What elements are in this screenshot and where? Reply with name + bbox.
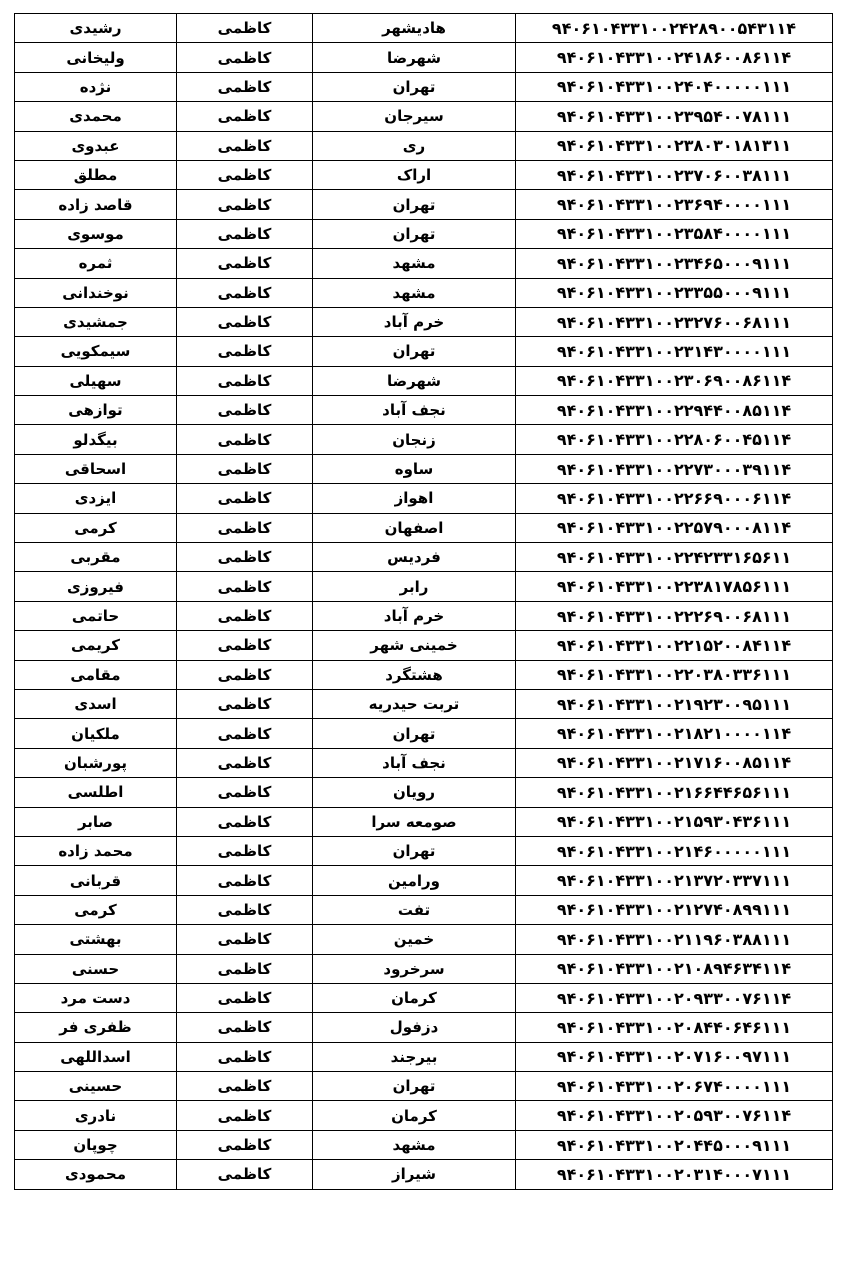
city-cell: تهران [313, 836, 516, 865]
last-name-cell: صابر [15, 807, 177, 836]
account-code-cell: ۹۴۰۶۱۰۴۳۳۱۰۰۲۰۷۱۶۰۰۹۷۱۱۱ [516, 1042, 833, 1071]
first-name-cell: کاظمی [177, 102, 313, 131]
last-name-cell: محمدی [15, 102, 177, 131]
table-row [15, 1160, 833, 1189]
table-row [15, 719, 833, 748]
account-code-cell: ۹۴۰۶۱۰۴۳۳۱۰۰۲۲۷۳۰۰۰۳۹۱۱۴ [516, 454, 833, 483]
city-cell: مشهد [313, 278, 516, 307]
first-name-cell: کاظمی [177, 278, 313, 307]
last-name-cell: نژده [15, 72, 177, 101]
first-name-cell: کاظمی [177, 866, 313, 895]
table-row [15, 572, 833, 601]
last-name-cell: توازهی [15, 396, 177, 425]
first-name-cell: کاظمی [177, 631, 313, 660]
table-row [15, 131, 833, 160]
first-name-cell: کاظمی [177, 1042, 313, 1071]
account-code-cell: ۹۴۰۶۱۰۴۳۳۱۰۰۲۱۲۷۴۰۸۹۹۱۱۱ [516, 895, 833, 924]
last-name-cell: مقربی [15, 543, 177, 572]
account-code-cell: ۹۴۰۶۱۰۴۳۳۱۰۰۲۴۲۸۹۰۰۵۴۳۱۱۴ [516, 14, 833, 43]
city-cell: کرمان [313, 983, 516, 1012]
first-name-cell: کاظمی [177, 748, 313, 777]
account-code-cell: ۹۴۰۶۱۰۴۳۳۱۰۰۲۳۶۹۴۰۰۰۰۱۱۱ [516, 190, 833, 219]
table-row [15, 631, 833, 660]
city-cell: تربت حیدریه [313, 689, 516, 718]
city-cell: سیرجان [313, 102, 516, 131]
city-cell: تهران [313, 72, 516, 101]
account-code-cell: ۹۴۰۶۱۰۴۳۳۱۰۰۲۱۱۹۶۰۳۸۸۱۱۱ [516, 925, 833, 954]
account-code-cell: ۹۴۰۶۱۰۴۳۳۱۰۰۲۳۸۰۳۰۱۸۱۳۱۱ [516, 131, 833, 160]
first-name-cell: کاظمی [177, 366, 313, 395]
table-row [15, 366, 833, 395]
city-cell: کرمان [313, 1101, 516, 1130]
first-name-cell: کاظمی [177, 572, 313, 601]
last-name-cell: پورشبان [15, 748, 177, 777]
table-row [15, 983, 833, 1012]
table-row [15, 14, 833, 43]
last-name-cell: فیروزی [15, 572, 177, 601]
first-name-cell: کاظمی [177, 14, 313, 43]
last-name-cell: مقامی [15, 660, 177, 689]
account-code-cell: ۹۴۰۶۱۰۴۳۳۱۰۰۲۰۹۳۳۰۰۷۶۱۱۴ [516, 983, 833, 1012]
first-name-cell: کاظمی [177, 72, 313, 101]
first-name-cell: کاظمی [177, 807, 313, 836]
city-cell: ساوه [313, 454, 516, 483]
table-row [15, 954, 833, 983]
first-name-cell: کاظمی [177, 337, 313, 366]
table-row [15, 807, 833, 836]
city-cell: رابر [313, 572, 516, 601]
last-name-cell: سیمکویی [15, 337, 177, 366]
first-name-cell: کاظمی [177, 513, 313, 542]
city-cell: شهرضا [313, 43, 516, 72]
first-name-cell: کاظمی [177, 1130, 313, 1159]
account-code-cell: ۹۴۰۶۱۰۴۳۳۱۰۰۲۱۶۶۴۴۶۵۶۱۱۱ [516, 778, 833, 807]
account-code-cell: ۹۴۰۶۱۰۴۳۳۱۰۰۲۳۵۸۴۰۰۰۰۱۱۱ [516, 219, 833, 248]
table-row [15, 1101, 833, 1130]
table-row [15, 1042, 833, 1071]
city-cell: زنجان [313, 425, 516, 454]
last-name-cell: محمودی [15, 1160, 177, 1189]
account-code-cell: ۹۴۰۶۱۰۴۳۳۱۰۰۲۲۳۸۱۷۸۵۶۱۱۱ [516, 572, 833, 601]
records-sheet [14, 13, 833, 1190]
last-name-cell: ملکیان [15, 719, 177, 748]
account-code-cell: ۹۴۰۶۱۰۴۳۳۱۰۰۲۲۲۶۹۰۰۶۸۱۱۱ [516, 601, 833, 630]
table-row [15, 866, 833, 895]
table-row [15, 513, 833, 542]
last-name-cell: موسوی [15, 219, 177, 248]
table-row [15, 219, 833, 248]
first-name-cell: کاظمی [177, 983, 313, 1012]
table-row [15, 748, 833, 777]
account-code-cell: ۹۴۰۶۱۰۴۳۳۱۰۰۲۳۷۰۶۰۰۳۸۱۱۱ [516, 160, 833, 189]
table-row [15, 1072, 833, 1101]
city-cell: سرخرود [313, 954, 516, 983]
table-row [15, 836, 833, 865]
city-cell: رویان [313, 778, 516, 807]
city-cell: تهران [313, 337, 516, 366]
table-row [15, 601, 833, 630]
first-name-cell: کاظمی [177, 425, 313, 454]
account-code-cell: ۹۴۰۶۱۰۴۳۳۱۰۰۲۱۸۲۱۰۰۰۰۱۱۴ [516, 719, 833, 748]
table-row [15, 925, 833, 954]
account-code-cell: ۹۴۰۶۱۰۴۳۳۱۰۰۲۱۹۲۳۰۰۹۵۱۱۱ [516, 689, 833, 718]
table-row [15, 307, 833, 336]
city-cell: خمین [313, 925, 516, 954]
last-name-cell: نادری [15, 1101, 177, 1130]
table-row [15, 1013, 833, 1042]
last-name-cell: حاتمی [15, 601, 177, 630]
account-code-cell: ۹۴۰۶۱۰۴۳۳۱۰۰۲۱۰۸۹۴۶۳۴۱۱۴ [516, 954, 833, 983]
table-row [15, 1130, 833, 1159]
first-name-cell: کاظمی [177, 836, 313, 865]
last-name-cell: سهیلی [15, 366, 177, 395]
city-cell: بیرجند [313, 1042, 516, 1071]
account-code-cell: ۹۴۰۶۱۰۴۳۳۱۰۰۲۳۰۶۹۰۰۸۶۱۱۴ [516, 366, 833, 395]
last-name-cell: اطلسی [15, 778, 177, 807]
city-cell: خرم آباد [313, 601, 516, 630]
table-row [15, 778, 833, 807]
account-code-cell: ۹۴۰۶۱۰۴۳۳۱۰۰۲۲۶۶۹۰۰۰۶۱۱۴ [516, 484, 833, 513]
account-code-cell: ۹۴۰۶۱۰۴۳۳۱۰۰۲۴۰۴۰۰۰۰۰۱۱۱ [516, 72, 833, 101]
city-cell: اراک [313, 160, 516, 189]
city-cell: صومعه سرا [313, 807, 516, 836]
last-name-cell: کریمی [15, 631, 177, 660]
city-cell: تهران [313, 190, 516, 219]
first-name-cell: کاظمی [177, 484, 313, 513]
account-code-cell: ۹۴۰۶۱۰۴۳۳۱۰۰۲۳۱۴۳۰۰۰۰۱۱۱ [516, 337, 833, 366]
city-cell: مشهد [313, 249, 516, 278]
last-name-cell: نوخندانی [15, 278, 177, 307]
table-row [15, 484, 833, 513]
table-row [15, 278, 833, 307]
table-row [15, 543, 833, 572]
records-table [14, 13, 833, 1190]
city-cell: شهرضا [313, 366, 516, 395]
first-name-cell: کاظمی [177, 1160, 313, 1189]
last-name-cell: عبدوی [15, 131, 177, 160]
city-cell: هادیشهر [313, 14, 516, 43]
table-row [15, 160, 833, 189]
account-code-cell: ۹۴۰۶۱۰۴۳۳۱۰۰۲۲۴۲۳۳۱۶۵۶۱۱ [516, 543, 833, 572]
last-name-cell: بهشتی [15, 925, 177, 954]
city-cell: تهران [313, 1072, 516, 1101]
city-cell: خمینی شهر [313, 631, 516, 660]
last-name-cell: ظفری فر [15, 1013, 177, 1042]
last-name-cell: ایزدی [15, 484, 177, 513]
first-name-cell: کاظمی [177, 219, 313, 248]
last-name-cell: ولیخانی [15, 43, 177, 72]
last-name-cell: رشیدی [15, 14, 177, 43]
table-row [15, 425, 833, 454]
account-code-cell: ۹۴۰۶۱۰۴۳۳۱۰۰۲۲۰۳۸۰۳۳۶۱۱۱ [516, 660, 833, 689]
last-name-cell: مطلق [15, 160, 177, 189]
table-row [15, 660, 833, 689]
last-name-cell: حسینی [15, 1072, 177, 1101]
first-name-cell: کاظمی [177, 601, 313, 630]
first-name-cell: کاظمی [177, 43, 313, 72]
account-code-cell: ۹۴۰۶۱۰۴۳۳۱۰۰۲۳۲۷۶۰۰۶۸۱۱۱ [516, 307, 833, 336]
account-code-cell: ۹۴۰۶۱۰۴۳۳۱۰۰۲۰۴۴۵۰۰۰۹۱۱۱ [516, 1130, 833, 1159]
account-code-cell: ۹۴۰۶۱۰۴۳۳۱۰۰۲۳۴۶۵۰۰۰۹۱۱۱ [516, 249, 833, 278]
account-code-cell: ۹۴۰۶۱۰۴۳۳۱۰۰۲۲۵۷۹۰۰۰۸۱۱۴ [516, 513, 833, 542]
records-table-body [15, 14, 833, 1190]
table-row [15, 249, 833, 278]
city-cell: نجف آباد [313, 396, 516, 425]
last-name-cell: دست مرد [15, 983, 177, 1012]
first-name-cell: کاظمی [177, 160, 313, 189]
table-row [15, 895, 833, 924]
account-code-cell: ۹۴۰۶۱۰۴۳۳۱۰۰۲۱۴۶۰۰۰۰۰۱۱۱ [516, 836, 833, 865]
table-row [15, 689, 833, 718]
table-row [15, 190, 833, 219]
first-name-cell: کاظمی [177, 689, 313, 718]
city-cell: اصفهان [313, 513, 516, 542]
first-name-cell: کاظمی [177, 307, 313, 336]
last-name-cell: بیگدلو [15, 425, 177, 454]
first-name-cell: کاظمی [177, 396, 313, 425]
city-cell: مشهد [313, 1130, 516, 1159]
table-row [15, 102, 833, 131]
last-name-cell: اسحاقی [15, 454, 177, 483]
last-name-cell: ثمره [15, 249, 177, 278]
last-name-cell: جمشیدی [15, 307, 177, 336]
account-code-cell: ۹۴۰۶۱۰۴۳۳۱۰۰۲۱۷۱۶۰۰۸۵۱۱۴ [516, 748, 833, 777]
account-code-cell: ۹۴۰۶۱۰۴۳۳۱۰۰۲۰۵۹۳۰۰۷۶۱۱۴ [516, 1101, 833, 1130]
last-name-cell: محمد زاده [15, 836, 177, 865]
city-cell: نجف آباد [313, 748, 516, 777]
account-code-cell: ۹۴۰۶۱۰۴۳۳۱۰۰۲۰۸۴۴۰۶۴۶۱۱۱ [516, 1013, 833, 1042]
account-code-cell: ۹۴۰۶۱۰۴۳۳۱۰۰۲۱۳۷۲۰۳۳۷۱۱۱ [516, 866, 833, 895]
city-cell: ری [313, 131, 516, 160]
last-name-cell: چوپان [15, 1130, 177, 1159]
first-name-cell: کاظمی [177, 778, 313, 807]
last-name-cell: کرمی [15, 895, 177, 924]
account-code-cell: ۹۴۰۶۱۰۴۳۳۱۰۰۲۴۱۸۶۰۰۸۶۱۱۴ [516, 43, 833, 72]
first-name-cell: کاظمی [177, 925, 313, 954]
account-code-cell: ۹۴۰۶۱۰۴۳۳۱۰۰۲۲۹۴۴۰۰۸۵۱۱۴ [516, 396, 833, 425]
first-name-cell: کاظمی [177, 1072, 313, 1101]
city-cell: فردیس [313, 543, 516, 572]
first-name-cell: کاظمی [177, 954, 313, 983]
first-name-cell: کاظمی [177, 1101, 313, 1130]
city-cell: خرم آباد [313, 307, 516, 336]
account-code-cell: ۹۴۰۶۱۰۴۳۳۱۰۰۲۳۳۵۵۰۰۰۹۱۱۱ [516, 278, 833, 307]
account-code-cell: ۹۴۰۶۱۰۴۳۳۱۰۰۲۲۸۰۶۰۰۴۵۱۱۴ [516, 425, 833, 454]
account-code-cell: ۹۴۰۶۱۰۴۳۳۱۰۰۲۱۵۹۳۰۴۳۶۱۱۱ [516, 807, 833, 836]
first-name-cell: کاظمی [177, 660, 313, 689]
last-name-cell: قاصد زاده [15, 190, 177, 219]
first-name-cell: کاظمی [177, 895, 313, 924]
table-row [15, 337, 833, 366]
table-row [15, 396, 833, 425]
city-cell: تهران [313, 219, 516, 248]
city-cell: تهران [313, 719, 516, 748]
first-name-cell: کاظمی [177, 190, 313, 219]
city-cell: اهواز [313, 484, 516, 513]
first-name-cell: کاظمی [177, 1013, 313, 1042]
first-name-cell: کاظمی [177, 719, 313, 748]
table-row [15, 43, 833, 72]
last-name-cell: کرمی [15, 513, 177, 542]
first-name-cell: کاظمی [177, 454, 313, 483]
last-name-cell: اسداللهی [15, 1042, 177, 1071]
first-name-cell: کاظمی [177, 543, 313, 572]
city-cell: هشتگرد [313, 660, 516, 689]
last-name-cell: قربانی [15, 866, 177, 895]
table-row [15, 454, 833, 483]
first-name-cell: کاظمی [177, 249, 313, 278]
city-cell: ورامین [313, 866, 516, 895]
city-cell: دزفول [313, 1013, 516, 1042]
account-code-cell: ۹۴۰۶۱۰۴۳۳۱۰۰۲۳۹۵۴۰۰۷۸۱۱۱ [516, 102, 833, 131]
last-name-cell: حسنی [15, 954, 177, 983]
first-name-cell: کاظمی [177, 131, 313, 160]
city-cell: شیراز [313, 1160, 516, 1189]
account-code-cell: ۹۴۰۶۱۰۴۳۳۱۰۰۲۰۶۷۴۰۰۰۰۱۱۱ [516, 1072, 833, 1101]
last-name-cell: اسدی [15, 689, 177, 718]
city-cell: تفت [313, 895, 516, 924]
account-code-cell: ۹۴۰۶۱۰۴۳۳۱۰۰۲۰۳۱۴۰۰۰۷۱۱۱ [516, 1160, 833, 1189]
account-code-cell: ۹۴۰۶۱۰۴۳۳۱۰۰۲۲۱۵۲۰۰۸۴۱۱۴ [516, 631, 833, 660]
table-row [15, 72, 833, 101]
